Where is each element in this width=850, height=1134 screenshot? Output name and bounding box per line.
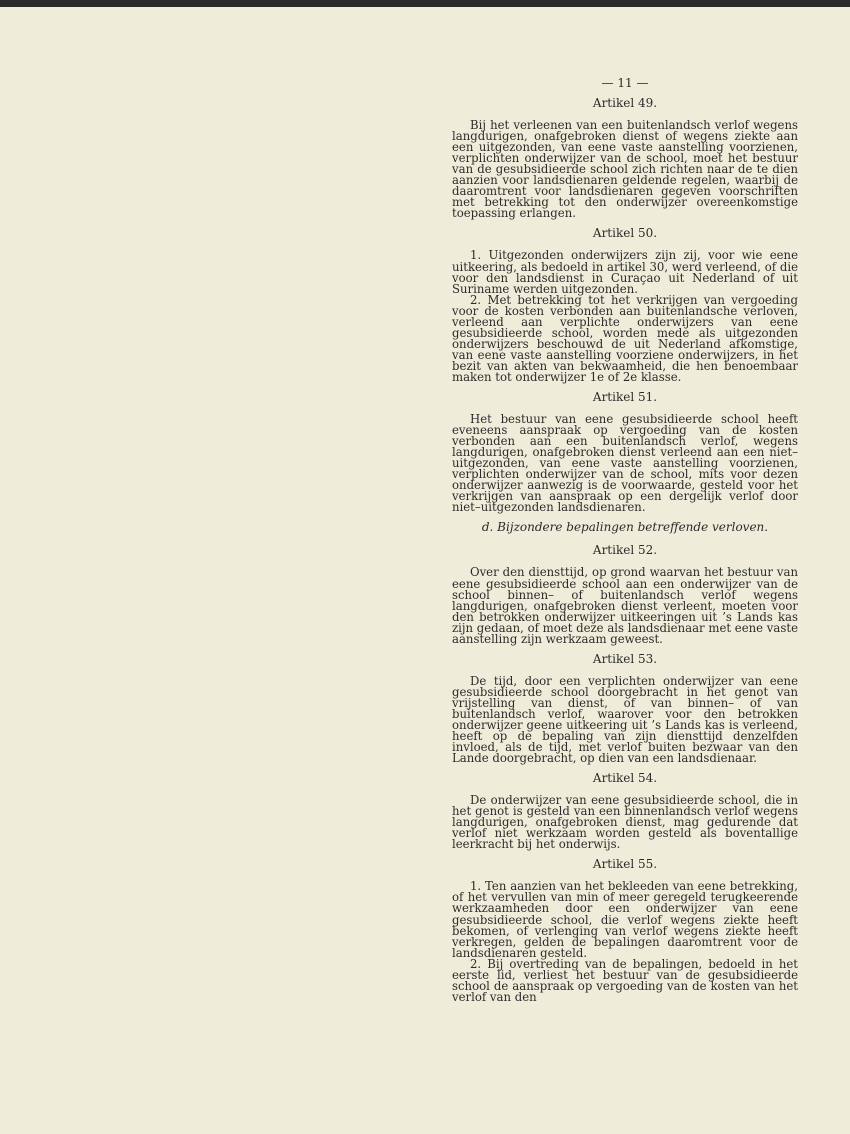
article-54-heading: Artikel 54. (592, 771, 658, 786)
article-51-text: Het bestuur van eene gesubsidieerde school heeft eveneens aanspraak op vergoeding van de kosten verbonden aan een buitenlandsch verlof, wegens langdurigen, onafgebroken dienst verleend aan een niet–uitgezonden, van eene vaste aanstelling voorzienen, verplichten onderwijzer van de school, mits voor dezen onderwijzer aanwezig is de voorwaarde, gesteld voor het verkrijgen van aanspraak op een dergelijk verlof door niet–uitgezonden landsdienaren. (452, 412, 798, 515)
article-55-heading: Artikel 55. (592, 857, 658, 872)
page-number: — 11 — (601, 76, 649, 90)
text-column (452, 78, 798, 1003)
article-52-heading: Artikel 52. (592, 543, 658, 558)
article-53-heading: Artikel 53. (592, 651, 658, 666)
article-49-heading: Artikel 49. (592, 96, 658, 111)
article-49-text: Bij het verleenen van een buitenlandsch verlof wegens langdurigen, onafgebroken dienst of wegens ziekte aan een uitgezonden, van eene vaste aanstelling voorzienen, verplichten onderwijzer van de school, moet het bestuur van de gesubsidieerde school zich richten naar de te dien aanzien voor landsdienaren geldende regelen, waarbij de daaromtrent voor landsdienaren gegeven voorschriften met betrekking tot den onderwijzer overeenkomstige toepassing erlangen. (452, 118, 798, 221)
article-53-text: De tijd, door een verplichten onderwijzer van eene gesubsidieerde school doorgebracht in het genot van vrijstelling van dienst, of van binnen– of van buitenlandsch verlof, waarover voor den betrokken onderwijzer geene uitkeering uit ’s Lands kas is verleend, heeft op de bepaling van zijn diensttijd denzelfden invloed, als de tijd, met verlof buiten bezwaar van den Lande doorgebracht, op dien van een landsdienaar. (452, 673, 798, 766)
article-52-text: Over den diensttijd, op grond waarvan het bestuur van eene gesubsidieerde school aan een onderwijzer van de school binnen– of buitenlandsch verlof wegens langdurigen, onafgebroken dienst verleent, moeten voor den betrokken onderwijzer uitkeeringen uit ’s Lands kas zijn gedaan, of moet deze als landsdienaar met eene vaste aanstelling zijn werkzaam geweest. (452, 565, 798, 646)
article-55-paragraph-2: 2. Bij overtreding van de bepalingen, bedoeld in het eerste lid, verliest het bestuur van de gesubsidieerde school de aanspraak op vergoeding van de kosten van het verlof van den (452, 956, 798, 1004)
article-55-paragraph-1: 1. Ten aanzien van het bekleeden van eene betrekking, of het vervullen van min of meer geregeld terugkeerende werkzaamheden door een onderwijzer van eene gesubsidieerde school, die verlof wegens ziekte heeft bekomen, of verlenging van verlof wegens ziekte heeft verkregen, gelden de bepalingen daaromtrent voor de landsdienaren gesteld. (452, 879, 798, 960)
article-50-paragraph-2: 2. Met betrekking tot het verkrijgen van vergoeding voor de kosten verbonden aan buitenlandsche verloven, verleend aan verplichte onderwijzers van eene gesubsidieerde school, worden mede als uitgezonden onderwijzers beschouwd de uit Nederland afkomstige, van eene vaste aanstelling voorziene onderwijzers, in het bezit van akten van bekwaamheid, die hen benoembaar maken tot onderwijzer 1e of 2e klasse. (452, 292, 798, 384)
article-54-text: De onderwijzer van eene gesubsidieerde school, die in het genot is gesteld van een binnenlandsch verlof wegens langdurigen, onafgebroken dienst, mag gedurende dat verlof niet werkzaam worden gesteld als boventallige leerkracht bij het onderwijs. (452, 793, 798, 852)
article-51-heading: Artikel 51. (592, 390, 658, 405)
article-50-paragraph-1: 1. Uitgezonden onderwijzers zijn zij, voor wie eene uitkeering, als bedoeld in artikel 30, werd verleend, of die voor den landsdienst in Curaçao uit Nederland of uit Suriname werden uitgezonden. (452, 248, 798, 296)
section-subheading: d. Bijzondere bepalingen betreffende verloven. (481, 520, 769, 535)
scan-top-edge (0, 0, 850, 7)
article-50-heading: Artikel 50. (592, 226, 658, 241)
